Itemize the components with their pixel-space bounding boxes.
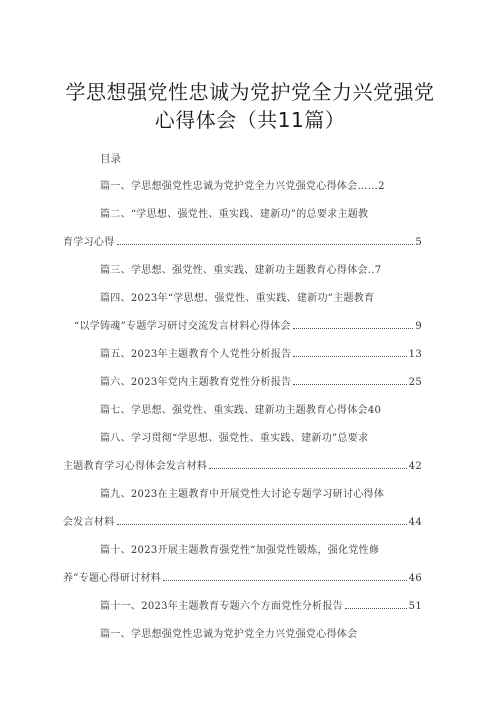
toc-leader-dots xyxy=(293,379,406,386)
document-title-line2: 心得体会（共11篇） xyxy=(154,108,346,132)
toc-entry-text: 篇八、学习贯彻“学思想、强党性、重实践、建新功”总要求 xyxy=(100,433,369,444)
toc-entry-text: 育学习心得 xyxy=(63,237,115,248)
toc-leader-dots xyxy=(293,351,406,358)
toc-leader-dots xyxy=(163,575,407,582)
toc-entry-7[interactable] xyxy=(100,401,381,416)
toc-entry-text: 养”专题心得研讨材料 xyxy=(63,573,162,584)
toc-entry-text: 篇四、2023年“学思想、强党性、重实践、建新功”主题教育 xyxy=(100,293,375,304)
toc-entry-page: 25 xyxy=(408,377,422,388)
toc-entry-page: 13 xyxy=(408,349,422,360)
toc-entry-5[interactable] xyxy=(100,345,422,360)
toc-entry-11[interactable] xyxy=(100,597,422,612)
document-title-line1: 学思想强党性忠诚为党护党全力兴党强党 xyxy=(65,80,435,104)
toc-entry-3[interactable] xyxy=(100,261,381,276)
toc-entry-text: 主题教育学习心得体会发言材料 xyxy=(63,461,208,472)
section-heading-1 xyxy=(100,625,358,640)
toc-entry-page: 40 xyxy=(367,405,382,416)
toc-entry-4-cont[interactable] xyxy=(74,317,422,332)
toc-entry-text: 篇六、2023年党内主题教育党性分析报告 xyxy=(100,377,292,388)
toc-entry-page: 9 xyxy=(415,321,422,332)
toc-entry-page: 5 xyxy=(415,237,422,248)
toc-entry-9[interactable] xyxy=(100,485,384,500)
section-heading-text: 篇一、学思想强党性忠诚为党护党全力兴党强党心得体会 xyxy=(100,629,358,640)
toc-entry-text: 会发言材料 xyxy=(63,517,115,528)
toc-entry-text: 篇九、2023在主题教育中开展党性大讨论专题学习研讨心得体 xyxy=(100,489,385,500)
toc-leader-dots xyxy=(209,463,406,470)
toc-entry-1[interactable] xyxy=(100,177,385,192)
toc-entry-6[interactable] xyxy=(100,373,422,388)
toc-leader-dots xyxy=(117,519,407,526)
toc-leader-dots xyxy=(293,323,414,330)
toc-entry-8-cont[interactable] xyxy=(63,457,422,472)
toc-entry-10-cont[interactable] xyxy=(63,569,422,584)
toc-entry-page: 44 xyxy=(408,517,422,528)
toc-entry-2[interactable] xyxy=(100,205,368,220)
toc-entry-text: 篇二、“学思想、强党性、重实践、建新功”的总要求主题教 xyxy=(100,209,369,220)
toc-entry-8[interactable] xyxy=(100,429,368,444)
toc-entry-2-cont[interactable] xyxy=(63,233,422,248)
toc-entry-page: 51 xyxy=(408,601,422,612)
toc-entry-10[interactable] xyxy=(100,541,379,556)
toc-entry-text: “以学铸魂”专题学习研讨交流发言材料心得体会 xyxy=(74,321,291,332)
toc-entry-page: 46 xyxy=(408,573,422,584)
toc-entry-text: 篇七、学思想、强党性、重实践、建新功主题教育心得体会 xyxy=(100,405,368,416)
toc-entry-text: 篇十、2023开展主题教育强党性“加强党性锻炼，强化党性修 xyxy=(100,545,380,556)
toc-leader-dots xyxy=(345,603,407,610)
toc-leader-dots xyxy=(117,239,414,246)
toc-entry-page: 42 xyxy=(408,461,422,472)
toc-entry-9-cont[interactable] xyxy=(63,513,422,528)
toc-entry-text: 篇五、2023年主题教育个人党性分析报告 xyxy=(100,349,292,360)
toc-entry-text: 篇三、学思想、强党性、重实践、建新功主题教育心得体会.. xyxy=(100,265,375,276)
toc-entry-text: 篇一、学思想强党性忠诚为党护党全力兴党强党心得体会…… xyxy=(100,181,379,192)
toc-entry-page: 7 xyxy=(374,265,382,276)
toc-entry-page: 2 xyxy=(378,181,385,192)
toc-entry-4[interactable] xyxy=(100,289,374,304)
toc-entry-text: 篇十一、2023年主题教育专题六个方面党性分析报告 xyxy=(100,601,343,612)
toc-heading: 目录 xyxy=(100,153,121,165)
